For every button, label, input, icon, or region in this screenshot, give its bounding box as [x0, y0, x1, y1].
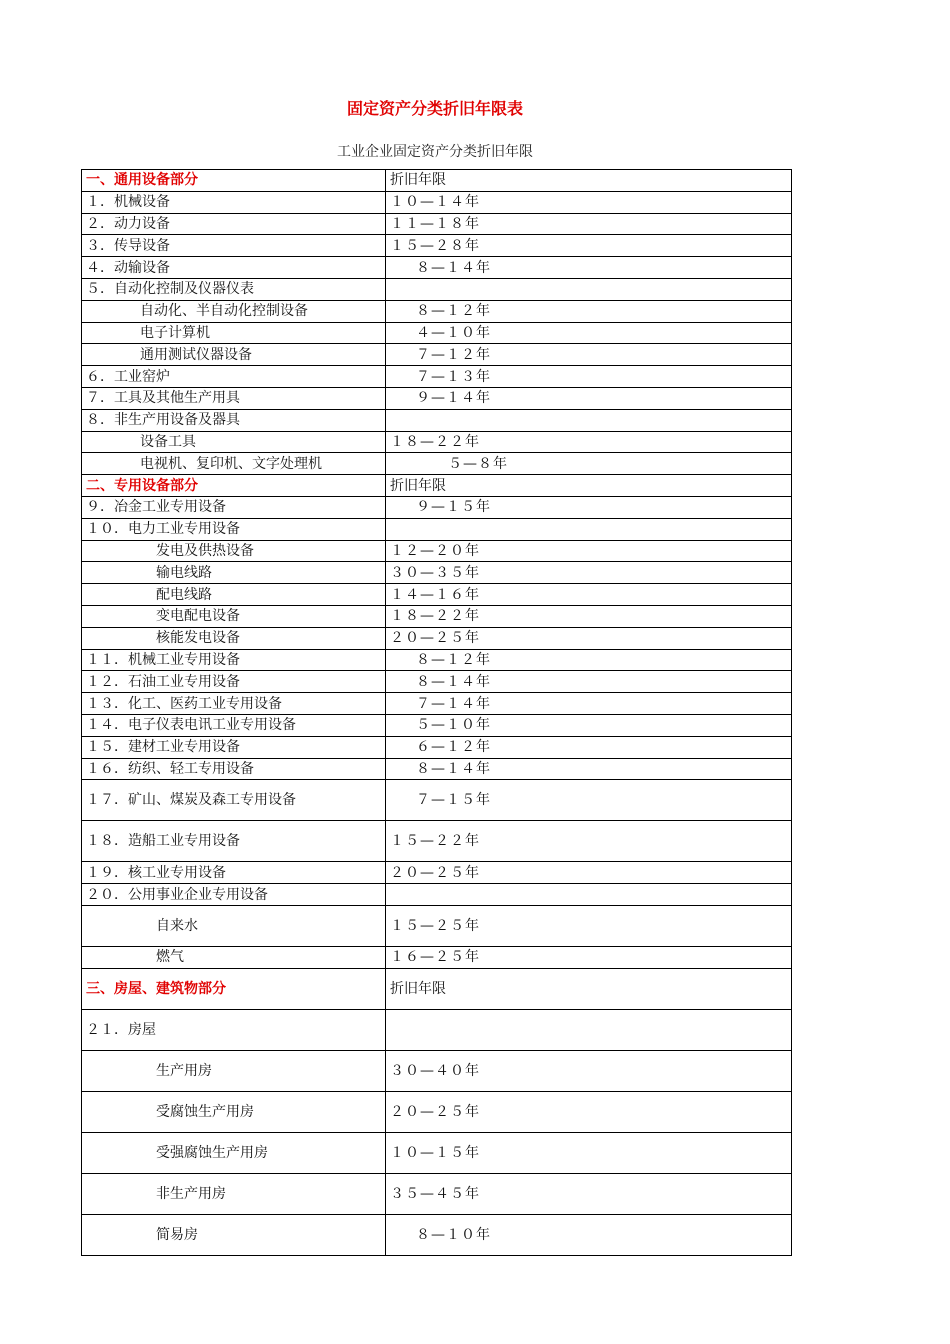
table-row — [82, 968, 792, 1009]
table-row — [82, 946, 792, 968]
table-row — [82, 1132, 792, 1173]
category-label: 核能发电设备 — [82, 627, 386, 649]
category-label: １７．矿山、煤炭及森工专用设备 — [82, 780, 386, 821]
category-label: 发电及供热设备 — [82, 540, 386, 562]
depreciation-years: ４—１０年 — [386, 322, 792, 344]
table-row — [82, 649, 792, 671]
depreciation-years: ５—１０年 — [386, 714, 792, 736]
category-label: 简易房 — [82, 1214, 386, 1255]
category-label: 通用测试仪器设备 — [82, 344, 386, 366]
depreciation-years: ７—１４年 — [386, 693, 792, 715]
column-header: 折旧年限 — [386, 968, 792, 1009]
depreciation-years: ８—１０年 — [386, 1214, 792, 1255]
table-row — [82, 758, 792, 780]
depreciation-years: １０—１４年 — [386, 191, 792, 213]
depreciation-years: ２０—２５年 — [386, 862, 792, 884]
depreciation-years — [386, 1009, 792, 1050]
table-row — [82, 862, 792, 884]
table-row — [82, 322, 792, 344]
category-label: 受强腐蚀生产用房 — [82, 1132, 386, 1173]
column-header: 折旧年限 — [386, 170, 792, 192]
category-label: ８．非生产用设备及器具 — [82, 409, 386, 431]
depreciation-years: １８—２２年 — [386, 431, 792, 453]
depreciation-years: ８—１４年 — [386, 257, 792, 279]
table-row — [82, 235, 792, 257]
table-row — [82, 366, 792, 388]
table-row — [82, 780, 792, 821]
table-row — [82, 1009, 792, 1050]
category-label: 电视机、复印机、文字处理机 — [82, 453, 386, 475]
category-label: ３．传导设备 — [82, 235, 386, 257]
table-row — [82, 884, 792, 906]
category-label: 电子计算机 — [82, 322, 386, 344]
column-header: 折旧年限 — [386, 475, 792, 497]
category-label: 自动化、半自动化控制设备 — [82, 300, 386, 322]
table-row — [82, 693, 792, 715]
depreciation-years: １５—２２年 — [386, 821, 792, 862]
table-row — [82, 257, 792, 279]
depreciation-years: ７—１３年 — [386, 366, 792, 388]
category-label: 设备工具 — [82, 431, 386, 453]
table-row — [82, 409, 792, 431]
depreciation-years: ９—１４年 — [386, 387, 792, 409]
category-label: 自来水 — [82, 905, 386, 946]
table-row — [82, 562, 792, 584]
table-row — [82, 475, 792, 497]
category-label: 生产用房 — [82, 1050, 386, 1091]
category-label: ２１．房屋 — [82, 1009, 386, 1050]
table-body — [82, 170, 792, 1256]
table-row — [82, 540, 792, 562]
table-row — [82, 344, 792, 366]
page-title: 固定资产分类折旧年限表 — [346, 99, 523, 118]
depreciation-years: １２—２０年 — [386, 540, 792, 562]
table-row — [82, 213, 792, 235]
depreciation-years — [386, 884, 792, 906]
table-row — [82, 584, 792, 606]
table-row — [82, 387, 792, 409]
table-row — [82, 714, 792, 736]
depreciation-years — [386, 278, 792, 300]
category-label: １２．石油工业专用设备 — [82, 671, 386, 693]
category-label: ４．动输设备 — [82, 257, 386, 279]
depreciation-years: ７—１５年 — [386, 780, 792, 821]
category-label: ６．工业窑炉 — [82, 366, 386, 388]
category-label: ５．自动化控制及仪器仪表 — [82, 278, 386, 300]
section-heading: 三、房屋、建筑物部分 — [82, 968, 386, 1009]
table-row — [82, 821, 792, 862]
table-row — [82, 1050, 792, 1091]
table-row — [82, 671, 792, 693]
depreciation-years: １８—２２年 — [386, 605, 792, 627]
table-row — [82, 905, 792, 946]
category-label: 配电线路 — [82, 584, 386, 606]
category-label: １０．电力工业专用设备 — [82, 518, 386, 540]
table-row — [82, 627, 792, 649]
category-label: １５．建材工业专用设备 — [82, 736, 386, 758]
depreciation-years: ５—８年 — [386, 453, 792, 475]
table-row — [82, 1173, 792, 1214]
category-label: １６．纺织、轻工专用设备 — [82, 758, 386, 780]
table-row — [82, 191, 792, 213]
category-label: 燃气 — [82, 946, 386, 968]
depreciation-years: ２０—２５年 — [386, 1091, 792, 1132]
section-heading: 一、通用设备部分 — [82, 170, 386, 192]
category-label: １９．核工业专用设备 — [82, 862, 386, 884]
table-row — [82, 453, 792, 475]
depreciation-years: ６—１２年 — [386, 736, 792, 758]
depreciation-years: ８—１２年 — [386, 649, 792, 671]
depreciation-years: ３０—４０年 — [386, 1050, 792, 1091]
depreciation-years: ７—１２年 — [386, 344, 792, 366]
depreciation-years: ８—１４年 — [386, 671, 792, 693]
category-label: １４．电子仪表电讯工业专用设备 — [82, 714, 386, 736]
table-row — [82, 431, 792, 453]
depreciation-years: １６—２５年 — [386, 946, 792, 968]
depreciation-years: １１—１８年 — [386, 213, 792, 235]
category-label: 受腐蚀生产用房 — [82, 1091, 386, 1132]
table-row — [82, 496, 792, 518]
depreciation-years: １５—２８年 — [386, 235, 792, 257]
depreciation-years — [386, 518, 792, 540]
category-label: ２．动力设备 — [82, 213, 386, 235]
table-row — [82, 518, 792, 540]
depreciation-years: １５—２５年 — [386, 905, 792, 946]
depreciation-years: ９—１５年 — [386, 496, 792, 518]
depreciation-years: １４—１６年 — [386, 584, 792, 606]
category-label: 非生产用房 — [82, 1173, 386, 1214]
category-label: １３．化工、医药工业专用设备 — [82, 693, 386, 715]
depreciation-years: ３０—３５年 — [386, 562, 792, 584]
table-row — [82, 1214, 792, 1255]
table-row — [82, 736, 792, 758]
table-subtitle: 工业企业固定资产分类折旧年限 — [337, 144, 533, 160]
depreciation-years: ８—１４年 — [386, 758, 792, 780]
section-heading: 二、专用设备部分 — [82, 475, 386, 497]
depreciation-years: ３５—４５年 — [386, 1173, 792, 1214]
depreciation-years — [386, 409, 792, 431]
depreciation-years: １０—１５年 — [386, 1132, 792, 1173]
category-label: １１．机械工业专用设备 — [82, 649, 386, 671]
category-label: １．机械设备 — [82, 191, 386, 213]
table-row — [82, 278, 792, 300]
table-row — [82, 170, 792, 192]
table-row — [82, 300, 792, 322]
table-row — [82, 1091, 792, 1132]
category-label: 输电线路 — [82, 562, 386, 584]
category-label: ２０．公用事业企业专用设备 — [82, 884, 386, 906]
depreciation-table — [81, 169, 792, 1256]
depreciation-years: ２０—２５年 — [386, 627, 792, 649]
category-label: ９．冶金工业专用设备 — [82, 496, 386, 518]
table-row — [82, 605, 792, 627]
category-label: 变电配电设备 — [82, 605, 386, 627]
depreciation-years: ８—１２年 — [386, 300, 792, 322]
category-label: ７．工具及其他生产用具 — [82, 387, 386, 409]
category-label: １８．造船工业专用设备 — [82, 821, 386, 862]
